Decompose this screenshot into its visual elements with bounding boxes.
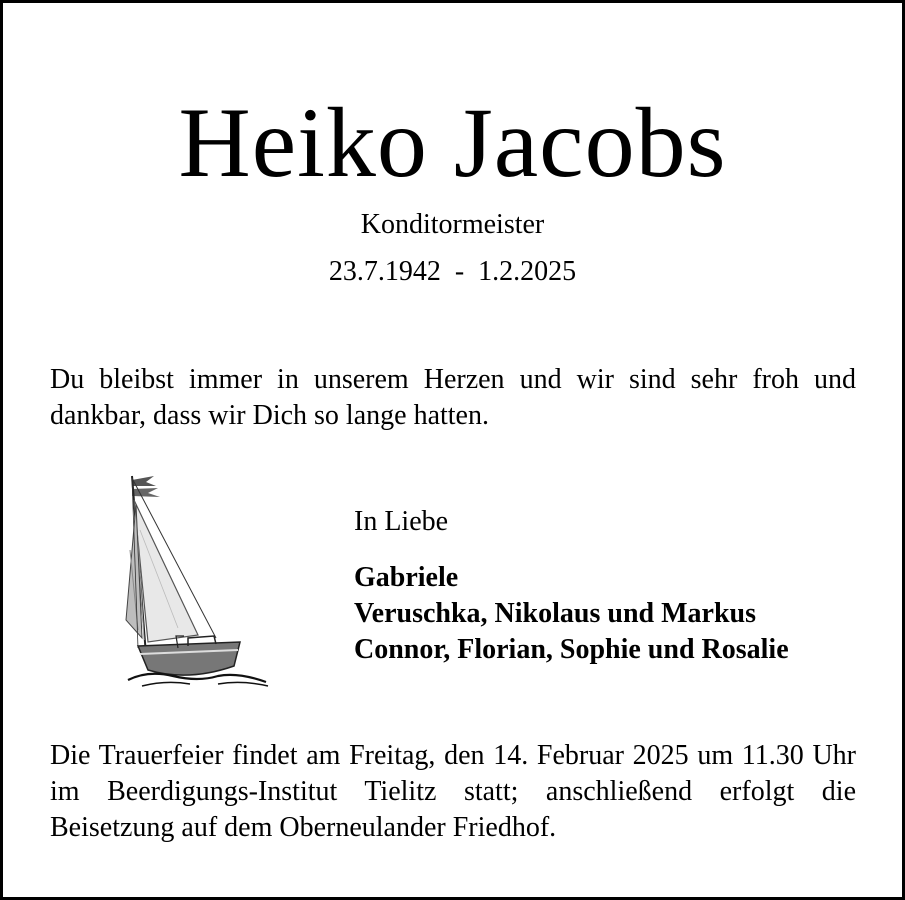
deceased-name: Heiko Jacobs (178, 87, 727, 198)
mourners-list (354, 560, 789, 668)
life-dates: 23.7.1942 - 1.2.2025 (328, 256, 577, 287)
funeral-notice: Die Trauerfeier findet am Freitag, den 14. Februar 2025 um 11.30 Uhr im Beerdigungs-Institut Tielitz statt; anschließend erfolgt die Beisetzung auf dem Oberneulander Friedhof. (50, 740, 856, 843)
memorial-quote: Du bleibst immer in unserem Herzen und wir sind sehr froh und dankbar, dass wir Dich so lange hatten. (50, 364, 856, 431)
mourner-line: Connor, Florian, Sophie und Rosalie (354, 634, 789, 665)
deceased-profession: Konditormeister (360, 209, 545, 240)
mourner-line: Gabriele (354, 562, 459, 593)
sailboat-icon (118, 470, 278, 692)
mourner-line: Veruschka, Nikolaus und Markus (354, 598, 756, 629)
mourners-intro: In Liebe (354, 506, 449, 537)
